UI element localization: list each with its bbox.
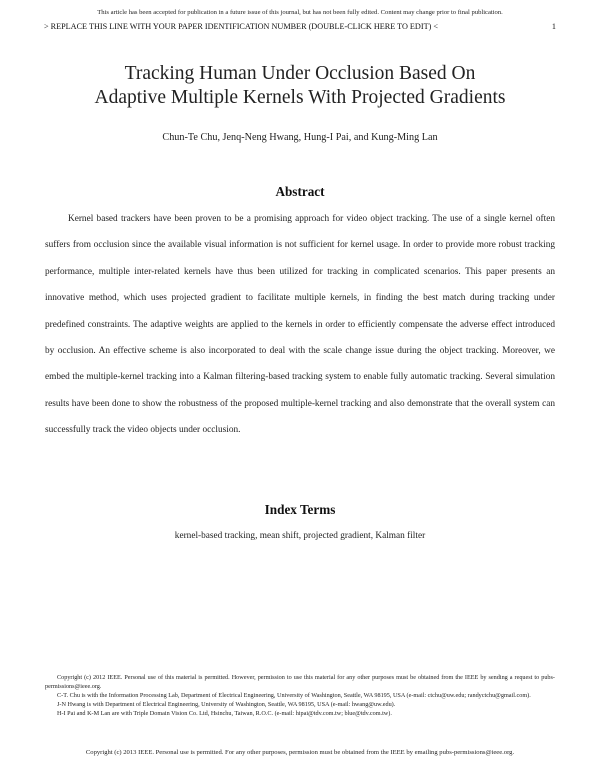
footnote-pai-lan: H-I Pai and K-M Lan are with Triple Domain Vision Co. Ltd, Hsinchu, Taiwan, R.O.C. (e-mail: hipai@tdv.com.tw; blue@tdv.com.tw). [57,710,392,717]
author-list: Chun-Te Chu, Jenq-Neng Hwang, Hung-I Pai, and Kung-Ming Lan [162,132,438,143]
footnote-hwang: J-N Hwang is with Department of Electrical Engineering, University of Washington, Seattle, WA 98195, USA (e-mail: hwang@uw.edu). [57,701,396,708]
running-header [44,22,556,31]
abstract-heading: Abstract [275,184,325,199]
bottom-copyright-notice: Copyright (c) 2013 IEEE. Personal use is permitted. For any other purposes, permission must be obtained from the IEEE by emailing pubs-permissions@ieee.org. [85,749,515,756]
abstract-body: Kernel based trackers have been proven to be a promising approach for video object tracking. The use of a single kernel often suffers from occlusion since the available visual information is not sufficient for kernel usage. In order to provide more robust tracking performance, multiple inter-related kernels have thus been utilized for tracking in complicated scenarios. This paper presents an innovative method, which uses projected gradient to facilitate multiple kernels, in finding the best match during tracking under predefined constraints. The adaptive weights are applied to the kernels in order to efficiently compensate the adverse effect introduced by occlusion. An effective scheme is also incorporated to deal with the scale change issue during the object tracking. Moreover, we embed the multiple-kernel tracking into a Kalman filtering-based tracking system to enable fully automatic tracking. Several simulation results have been done to show the robustness of the proposed multiple-kernel tracking and also demonstrate that the overall system can successfully track the video objects under occlusion. [45,214,555,436]
index-terms-keywords: kernel-based tracking, mean shift, projected gradient, Kalman filter [174,531,426,541]
header-text: > REPLACE THIS LINE WITH YOUR PAPER IDENTIFICATION NUMBER (DOUBLE-CLICK HERE TO EDIT) < [44,22,438,31]
footnotes [45,673,555,718]
publication-banner: This article has been accepted for publication in a future issue of this journal, but has not been fully edited. Content may change prior to final publication. [97,9,503,16]
title-line-1: Tracking Human Under Occlusion Based On [124,63,476,84]
paper-title [40,62,560,110]
title-line-2: Adaptive Multiple Kernels With Projected Gradients [94,87,506,108]
footnote-chu: C-T. Chu is with the Information Processing Lab, Department of Electrical Engineering, University of Washington, Seattle, WA 98195, USA (e-mail: ctchu@uw.edu; randyctchu@gmail.com). [57,692,531,699]
footnote-copyright: Copyright (c) 2012 IEEE. Personal use of this material is permitted. However, permission to use this material for any other purposes must be obtained from the IEEE by sending a request to pubs-permissions@ieee.org. [45,674,555,690]
page-number: 1 [551,22,556,31]
index-terms-heading: Index Terms [264,502,336,517]
